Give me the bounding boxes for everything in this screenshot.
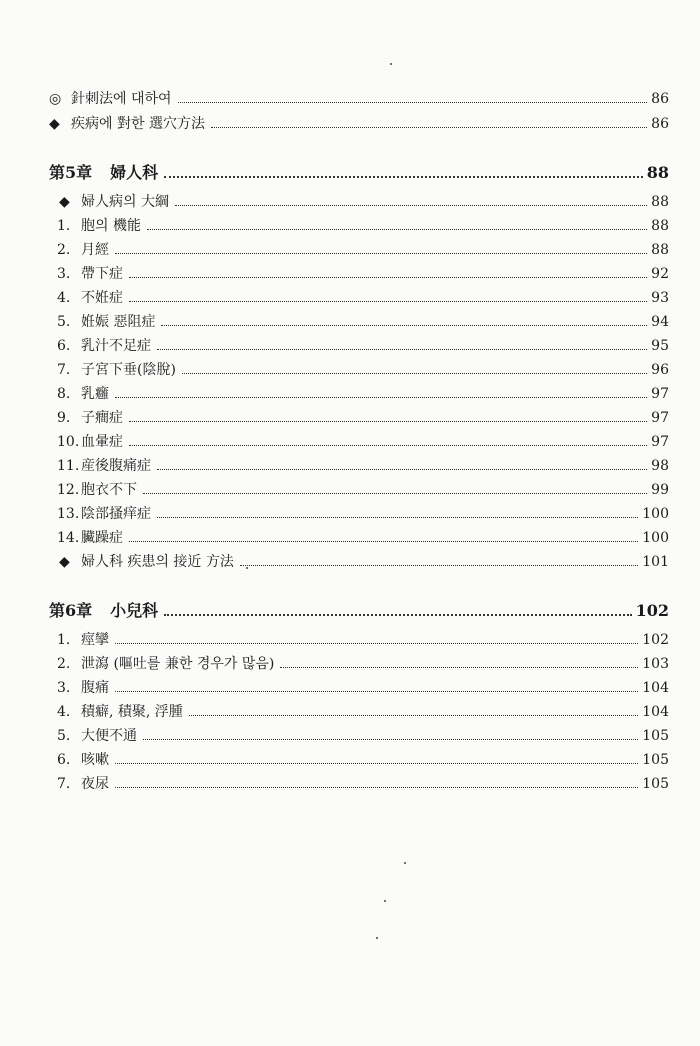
entry-page: 92 (651, 266, 669, 282)
dot-leader (129, 541, 638, 542)
entry-number: 8. (57, 386, 71, 402)
entry-page: 104 (642, 680, 669, 696)
toc-entry (57, 217, 669, 235)
entry-title: 血暈症 (81, 434, 123, 450)
entry-number: 11. (57, 458, 80, 474)
chapter-page: 88 (646, 163, 669, 182)
entry-number: 7. (57, 362, 71, 378)
toc-entry (57, 289, 669, 307)
dot-leader (143, 493, 647, 494)
print-speck (246, 567, 248, 569)
entry-number: 1. (57, 632, 71, 648)
entry-number: 14. (57, 530, 80, 546)
entry-title: 子癎症 (81, 410, 123, 426)
chapter-title: 婦人科 (110, 163, 159, 182)
dot-leader (115, 643, 638, 644)
entry-number: 2. (57, 656, 71, 672)
dot-leader (157, 469, 647, 470)
entry-title: 泄瀉 (嘔吐를 兼한 경우가 많음) (81, 656, 275, 672)
dot-leader (161, 325, 647, 326)
print-speck (390, 63, 392, 65)
toc-entry (57, 505, 669, 523)
entry-title: 咳嗽 (81, 752, 109, 768)
entry-number: 10. (57, 434, 80, 450)
dot-leader (157, 349, 647, 350)
diamond-icon: ◆ (59, 194, 70, 210)
entry-number: 9. (57, 410, 71, 426)
toc-entry (57, 481, 669, 499)
entry-title: 臟躁症 (81, 530, 123, 546)
entry-title: 痙攣 (81, 632, 109, 648)
show-through-shadow (666, 160, 700, 920)
entry-title: 夜尿 (81, 776, 109, 792)
entry-page: 88 (651, 218, 669, 234)
toc-entry (57, 265, 669, 283)
toc-entry (49, 90, 669, 108)
entry-title: 不姙症 (81, 290, 123, 306)
entry-title: 帶下症 (81, 266, 123, 282)
toc-entry (57, 385, 669, 403)
chapter-page: 102 (635, 601, 669, 620)
toc-entry (57, 679, 669, 697)
dot-leader (129, 421, 647, 422)
dot-leader (115, 763, 638, 764)
dot-leader (175, 205, 647, 206)
toc-entry (57, 529, 669, 547)
dot-leader (129, 301, 647, 302)
entry-title: 胞의 機能 (81, 218, 141, 234)
print-speck (376, 937, 378, 939)
entry-page: 100 (642, 506, 669, 522)
entry-page: 93 (651, 290, 669, 306)
entry-number: 6. (57, 752, 71, 768)
dot-leader (280, 667, 638, 668)
chapter-heading (49, 602, 669, 620)
entry-page: 104 (642, 704, 669, 720)
entry-number: 4. (57, 704, 71, 720)
dot-leader (129, 445, 647, 446)
dot-leader (182, 373, 647, 374)
entry-title: 婦人病의 大綱 (81, 194, 169, 210)
entry-title: 乳癰 (81, 386, 109, 402)
entry-number: 2. (57, 242, 71, 258)
entry-title: 子宮下垂(陰脫) (81, 362, 176, 378)
entry-title: 乳汁不足症 (81, 338, 151, 354)
toc-entry (57, 775, 669, 793)
entry-title: 積癖, 積聚, 浮腫 (81, 704, 183, 720)
toc-entry (57, 457, 669, 475)
chapter-label: 第5章 (49, 163, 93, 182)
print-speck (404, 862, 406, 864)
entry-page: 86 (651, 116, 669, 132)
toc-entry (57, 751, 669, 769)
entry-number: 7. (57, 776, 71, 792)
dot-leader (143, 739, 638, 740)
toc-entry (57, 703, 669, 721)
entry-page: 105 (642, 776, 669, 792)
dot-leader (115, 253, 647, 254)
entry-title: 腹痛 (81, 680, 109, 696)
entry-number: 12. (57, 482, 80, 498)
chapter-label: 第6章 (49, 601, 93, 620)
diamond-icon: ◆ (59, 554, 70, 570)
dot-leader (240, 565, 638, 566)
entry-title: 月經 (81, 242, 109, 258)
print-speck (384, 900, 386, 902)
entry-page: 97 (651, 434, 669, 450)
entry-title: 陰部搔痒症 (81, 506, 151, 522)
dot-leader (129, 277, 647, 278)
entry-number: 13. (57, 506, 80, 522)
toc-entry (59, 553, 669, 571)
toc-entry (57, 631, 669, 649)
entry-page: 96 (651, 362, 669, 378)
dot-leader (157, 517, 638, 518)
entry-page: 103 (642, 656, 669, 672)
toc-entry (49, 115, 669, 133)
dot-leader (189, 715, 638, 716)
entry-page: 105 (642, 752, 669, 768)
toc-entry (57, 655, 669, 673)
entry-number: 4. (57, 290, 71, 306)
dot-leader (211, 127, 647, 128)
entry-page: 94 (651, 314, 669, 330)
entry-title: 胞衣不下 (81, 482, 137, 498)
entry-page: 97 (651, 386, 669, 402)
entry-title: 大便不通 (81, 728, 137, 744)
toc-entry (57, 727, 669, 745)
entry-page: 95 (651, 338, 669, 354)
entry-page: 100 (642, 530, 669, 546)
dot-leader (178, 102, 648, 103)
diamond-icon: ◆ (49, 116, 60, 132)
entry-page: 97 (651, 410, 669, 426)
entry-title: 姙娠 惡阻症 (81, 314, 156, 330)
toc-entry (57, 409, 669, 427)
entry-page: 99 (651, 482, 669, 498)
entry-page: 105 (642, 728, 669, 744)
dot-leader (115, 397, 647, 398)
entry-title: 産後腹痛症 (81, 458, 151, 474)
entry-number: 1. (57, 218, 71, 234)
entry-title: 疾病에 對한 選穴方法 (71, 116, 205, 132)
chapter-heading (49, 164, 669, 182)
entry-number: 5. (57, 314, 71, 330)
dot-leader (115, 691, 638, 692)
toc-entry (59, 193, 669, 211)
toc-entry (57, 361, 669, 379)
circle-icon: ◎ (49, 91, 62, 107)
entry-number: 5. (57, 728, 71, 744)
dot-leader (147, 229, 647, 230)
entry-page: 102 (642, 632, 669, 648)
entry-page: 86 (651, 91, 669, 107)
toc-entry (57, 241, 669, 259)
entry-page: 98 (651, 458, 669, 474)
dot-leader (164, 176, 643, 178)
toc-entry (57, 433, 669, 451)
toc-entry (57, 337, 669, 355)
entry-title: 針刺法에 대하여 (71, 91, 172, 107)
entry-page: 101 (642, 554, 669, 570)
toc-entry (57, 313, 669, 331)
entry-page: 88 (651, 194, 669, 210)
dot-leader (115, 787, 638, 788)
dot-leader (164, 614, 631, 616)
chapter-title: 小兒科 (110, 601, 159, 620)
entry-number: 6. (57, 338, 71, 354)
entry-page: 88 (651, 242, 669, 258)
entry-number: 3. (57, 680, 71, 696)
entry-number: 3. (57, 266, 71, 282)
entry-title: 婦人科 疾患의 接近 方法 (81, 554, 234, 570)
